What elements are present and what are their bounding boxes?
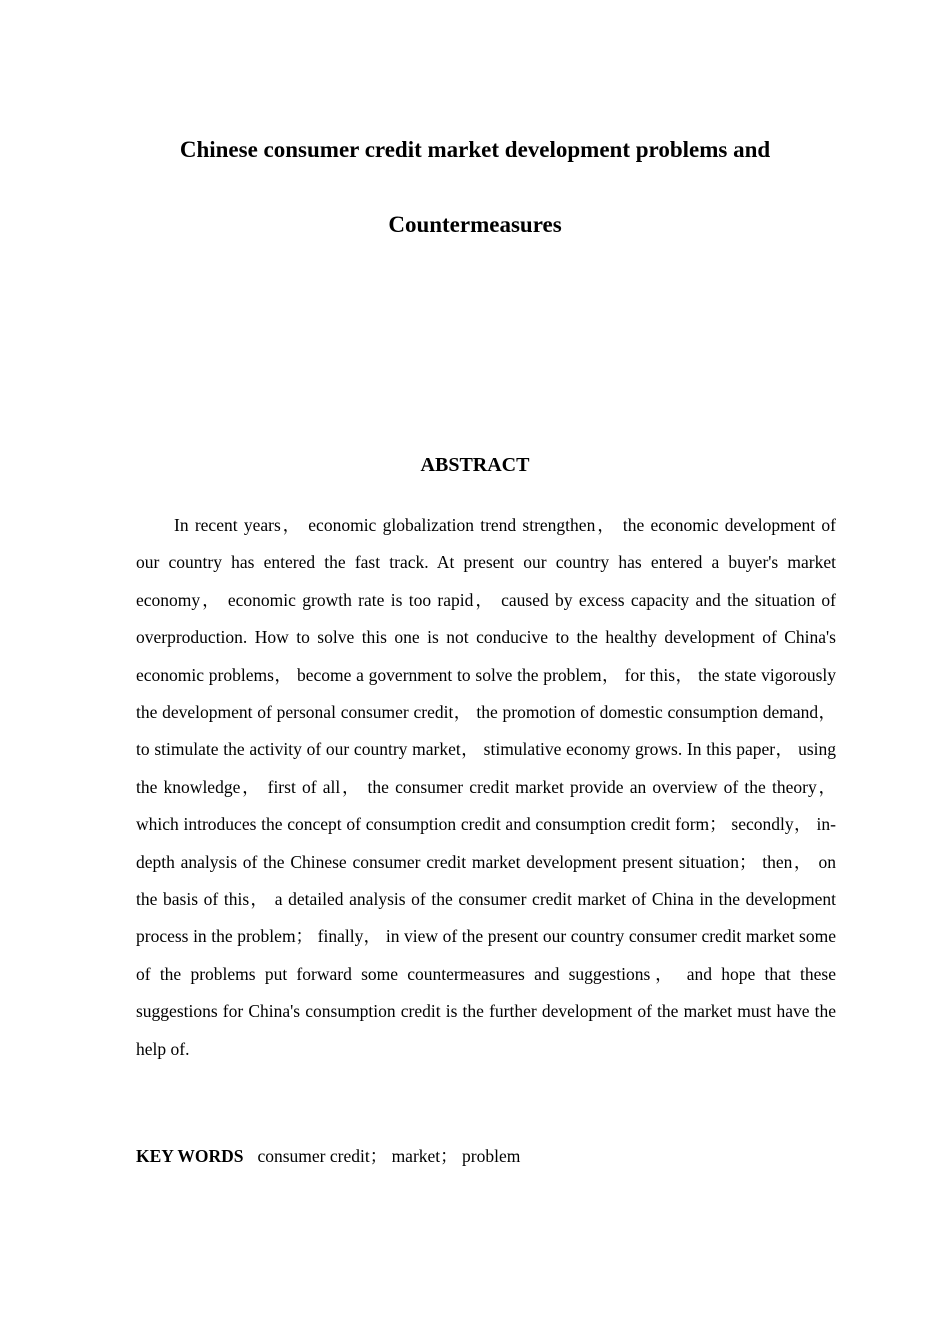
keywords-text: consumer credit； market； problem [257, 1146, 521, 1166]
keywords-line [136, 1141, 836, 1171]
abstract-heading: ABSTRACT [420, 454, 530, 476]
title-line-2: Countermeasures [388, 212, 562, 237]
keywords-label: KEY WORDS [136, 1146, 244, 1166]
title-line-1: Chinese consumer credit market development problems and [179, 137, 771, 162]
abstract-body: In recent years， economic globalization trend strengthen， the economic development of our country has entered the fast track. At present our country has entered a buyer's market economy， economic growth rate is too rapid， caused by excess capacity and the situation of overproduction. How to solve this one is not conducive to the healthy development of China's economic problems， become a government to solve the problem， for this， the state vigorously the development of personal consumer credit， the promotion of domestic consumption demand， to stimulate the activity of our country market， stimulative economy grows. In this paper， using the knowledge， first of all， the consumer credit market provide an overview of the theory， which introduces the concept of consumption credit and consumption credit form； secondly， in-depth analysis of the Chinese consumer credit market development present situation； then， on the basis of this， a detailed analysis of the consumer credit market of China in the development process in the problem； finally， in view of the present our country consumer credit market some of the problems put forward some countermeasures and suggestions， and hope that these suggestions for China's consumption credit is the further development of the market must have the help of. [136, 515, 836, 1059]
